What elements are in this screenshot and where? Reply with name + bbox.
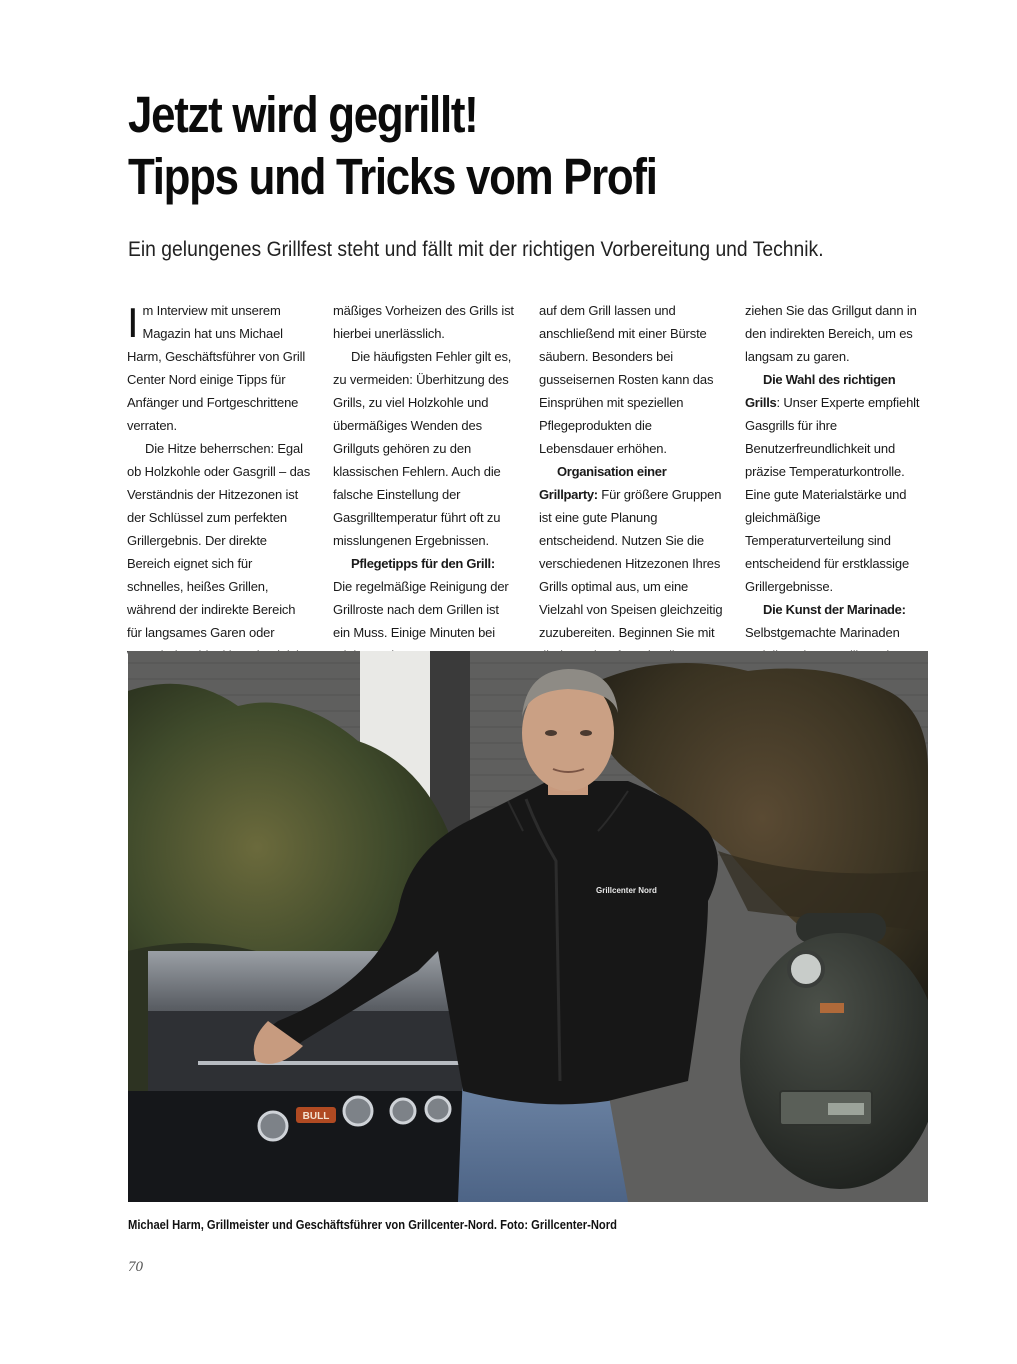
paragraph: Die Hitze beherrschen: Egal ob Holzkohle oder Gasgrill – das Verständnis der Hitzezonen ist der Schlüssel zum perfekten Grillergebnis. Der direkte Bereich eignet sich für schnelles, heißes Grillen, während der indirekte Bereich für langsames Garen oder bbox=[127, 441, 311, 640]
photo-caption: Michael Harm, Grillmeister und Geschäftsführer von Grillcenter-Nord. Foto: Grillcenter-Nord bbox=[128, 1217, 617, 1232]
paragraph: ziehen Sie das Grillgut dann in den indirekten Bereich, um es langsam zu garen. bbox=[745, 303, 917, 364]
article-column-3 bbox=[539, 299, 723, 690]
headline-line-1: Jetzt wird gegrillt! bbox=[128, 86, 478, 143]
paragraph: mäßiges Vorheizen des Grills ist hierbei unerlässlich. bbox=[333, 303, 514, 341]
paragraph: auf dem Grill lassen und anschließend mit einer Bürste säubern. Besonders bei gusseisernen Rosten kann das Einsprühen mit speziellen Pflegeprodukten die Lebensdauer erhöhen. bbox=[539, 303, 714, 456]
paragraph-text: Selbstgemachte Marinaden bbox=[745, 625, 900, 640]
photo-illustration bbox=[128, 651, 928, 1202]
paragraph-text: Die regelmäßige Reinigung der Grillroste nach dem Grillen ist ein Muss. Einige Minuten bei bbox=[333, 579, 509, 640]
paragraph-heading: Die Wahl des richtigen Grills bbox=[745, 372, 896, 410]
jacket-logo: Grillcenter Nord bbox=[596, 886, 657, 895]
intro-text: m Interview mit unserem Magazin hat uns Michael Harm, Geschäftsführer von Grill Center Nord einige Tipps für Anfänger und Fortgeschrittene verraten. bbox=[127, 303, 306, 433]
article-photo bbox=[128, 651, 928, 1202]
headline-line-2: Tipps und Tricks vom Profi bbox=[128, 148, 657, 205]
gas-grill bbox=[128, 951, 488, 1202]
paragraph: Die häufigsten Fehler gilt es, zu vermeiden: Überhitzung des Grills, zu viel Holzkohle und übermäßiges Wenden des Grillguts gehören zu den klassischen Fehlern. Auch die falsche Einstellung der Gasgrilltemperatur führt oft zu misslungenen Ergebnissen. bbox=[333, 349, 512, 548]
paragraph-heading: Pflegetipps für den Grill: bbox=[351, 556, 495, 571]
paragraph-text: : Unser Experte empfiehlt Gasgrills für ihre Benutzerfreundlichkeit und präzise Temperaturkontrolle. Eine gute Materialstärke und gleichmäßige Temperaturverteilung sind entscheidend für erstklassige Grillergebnisse. bbox=[745, 395, 920, 594]
paragraph-heading: Organisation einer Grillparty: bbox=[539, 464, 667, 502]
page-number: 70 bbox=[128, 1259, 143, 1275]
headline bbox=[128, 84, 816, 208]
drop-cap: I bbox=[127, 299, 139, 346]
article-column-1 bbox=[127, 299, 311, 667]
paragraph-heading: Die Kunst der Marinade: bbox=[763, 602, 906, 617]
intro-paragraph bbox=[127, 299, 311, 437]
paragraph-text: Für größere Gruppen ist eine gute Planung entscheidend. Nutzen Sie die verschiedenen Hitzezonen Ihres Grills optimal aus, um eine Vielzahl von Speisen gleichzeitig zuzubereiten. Beginnen Sie mit bbox=[539, 487, 723, 640]
article-column-4 bbox=[745, 299, 929, 690]
paragraph bbox=[333, 552, 517, 667]
article-column-2 bbox=[333, 299, 517, 667]
grill-brand-label: BULL bbox=[302, 1111, 330, 1122]
paragraph bbox=[745, 368, 929, 598]
subtitle: Ein gelungenes Grillfest steht und fällt mit der richtigen Vorbereitung und Technik. bbox=[128, 238, 824, 261]
